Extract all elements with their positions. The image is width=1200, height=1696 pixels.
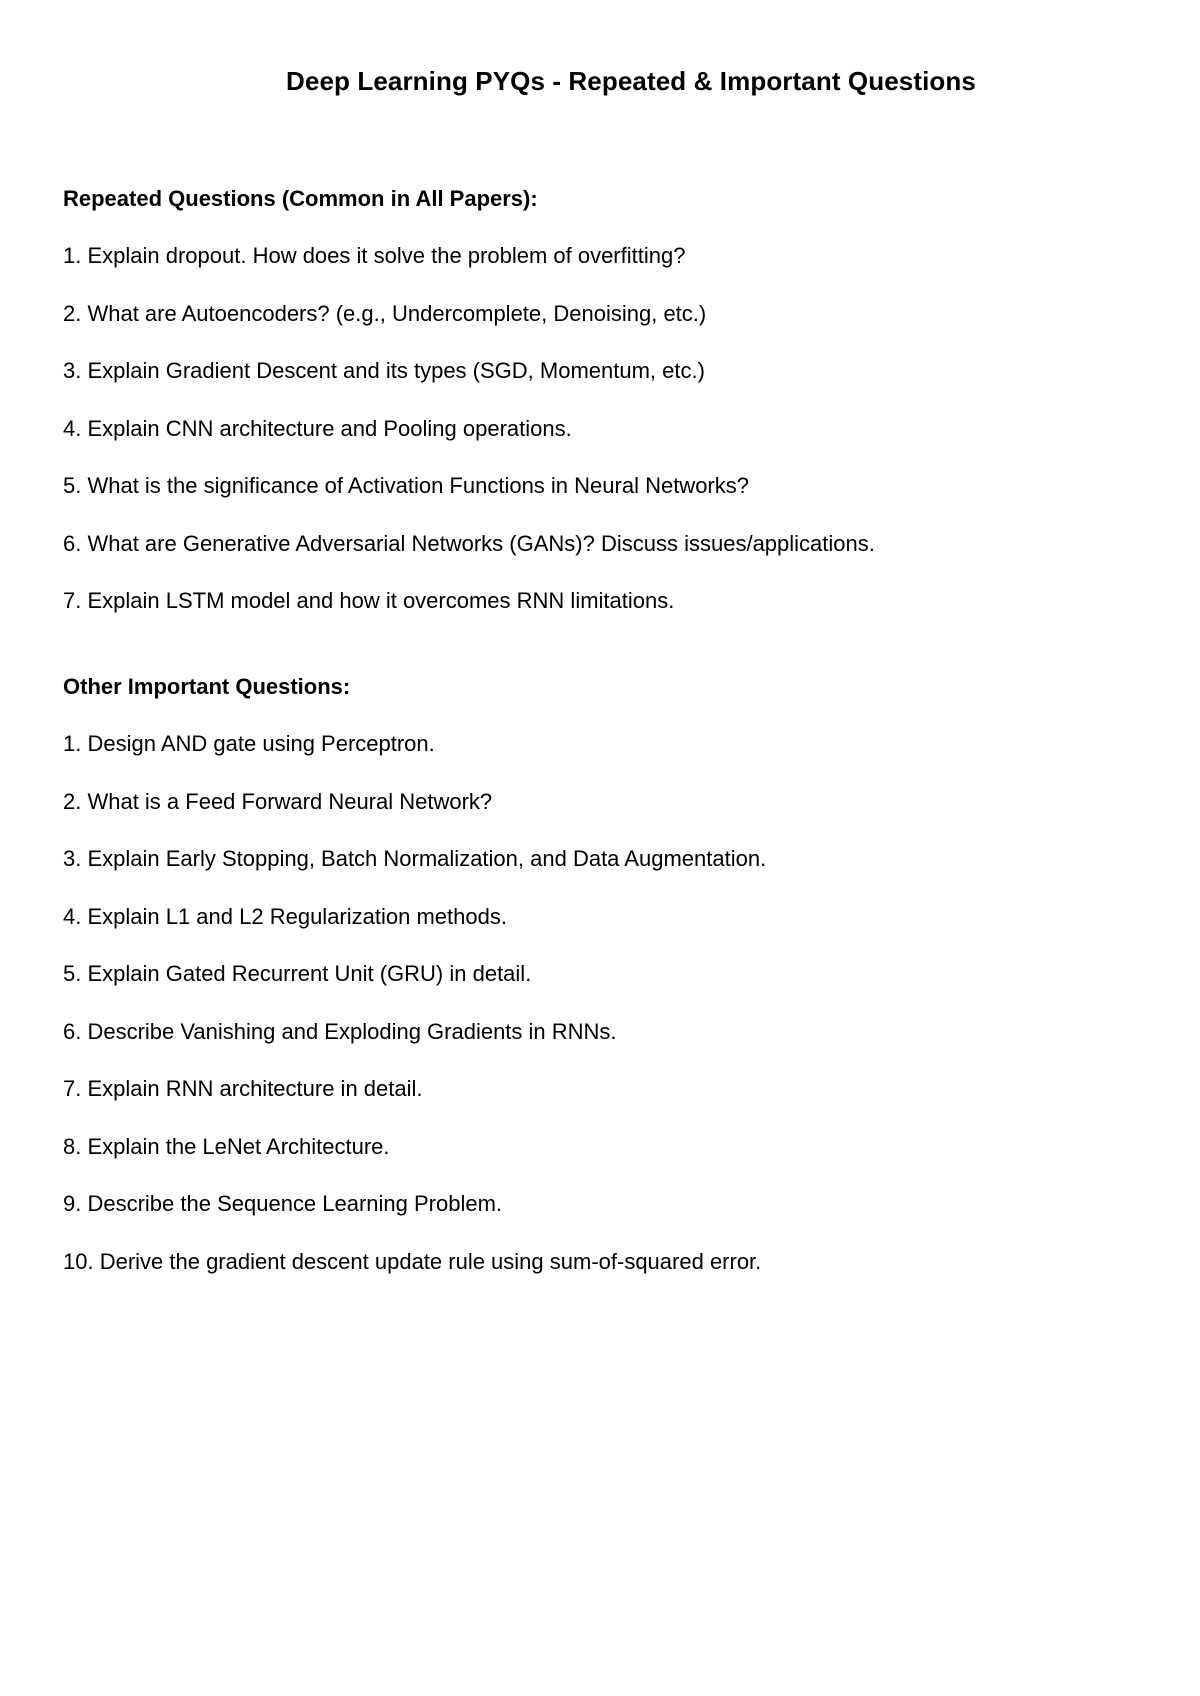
- repeated-questions-list: [63, 243, 875, 646]
- list-item: 3. Explain Early Stopping, Batch Normalization, and Data Augmentation.: [63, 846, 767, 871]
- list-item: 1. Design AND gate using Perceptron.: [63, 731, 435, 756]
- list-item: 5. What is the significance of Activation Functions in Neural Networks?: [63, 473, 749, 498]
- list-item: 8. Explain the LeNet Architecture.: [63, 1133, 390, 1159]
- list-item: 6. Describe Vanishing and Exploding Gradients in RNNs.: [63, 1018, 617, 1044]
- section-heading-repeated: Repeated Questions (Common in All Papers):: [63, 186, 538, 211]
- list-item: 4. Explain L1 and L2 Regularization methods.: [63, 903, 507, 929]
- list-item: 5. Explain Gated Recurrent Unit (GRU) in detail.: [63, 961, 532, 986]
- page-title: Deep Learning PYQs - Repeated & Important Questions: [286, 66, 976, 96]
- list-item: 3. Explain Gradient Descent and its types (SGD, Momentum, etc.): [63, 358, 705, 383]
- list-item: 9. Describe the Sequence Learning Problem.: [63, 1191, 503, 1216]
- other-questions-list: [63, 731, 766, 1306]
- list-item: 1. Explain dropout. How does it solve the problem of overfitting?: [63, 243, 686, 268]
- list-item: 10. Derive the gradient descent update rule using sum-of-squared error.: [63, 1248, 762, 1274]
- section-heading-other: Other Important Questions:: [63, 674, 351, 699]
- list-item: 2. What are Autoencoders? (e.g., Undercomplete, Denoising, etc.): [63, 300, 707, 326]
- list-item: 7. Explain LSTM model and how it overcomes RNN limitations.: [63, 588, 675, 613]
- list-item: 7. Explain RNN architecture in detail.: [63, 1076, 423, 1101]
- list-item: 6. What are Generative Adversarial Networks (GANs)? Discuss issues/applications.: [63, 530, 875, 556]
- list-item: 4. Explain CNN architecture and Pooling operations.: [63, 415, 572, 441]
- list-item: 2. What is a Feed Forward Neural Network?: [63, 788, 493, 814]
